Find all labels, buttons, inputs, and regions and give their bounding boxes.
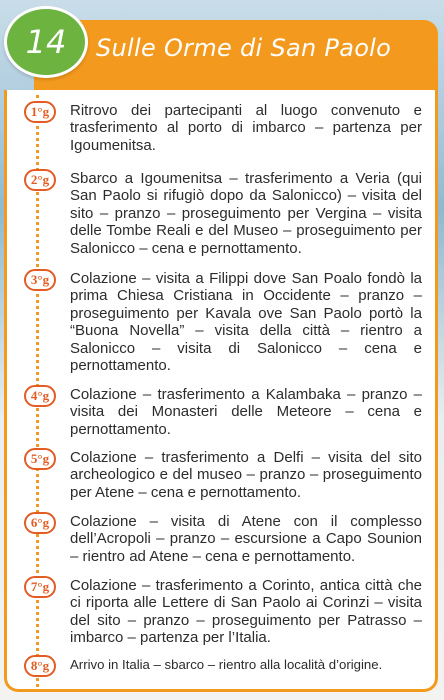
page-title: Sulle Orme di San Paolo	[96, 34, 392, 62]
number-badge	[4, 6, 88, 78]
badge-number: 14	[25, 23, 67, 61]
day-1-marker: 1°g	[24, 101, 56, 123]
day-2-marker: 2°g	[24, 169, 56, 191]
day-6-marker: 6°g	[24, 512, 56, 534]
day-8-marker: 8°g	[24, 655, 56, 677]
day-5-marker: 5°g	[24, 448, 56, 470]
day-4-marker: 4°g	[24, 385, 56, 407]
day-8-text: Arrivo in Italia – sbarco – rientro alla località d’origine.	[70, 657, 383, 672]
day-7-marker: 7°g	[24, 576, 56, 598]
day-6-text: Colazione – visita di Atene con il complesso dell’Acropoli – pranzo – escursione a Capo Sounion – rientro ad Atene – cena e pernottamento.	[70, 513, 422, 565]
day-7-text: Colazione – trasferimento a Corinto, antica città che ci riporta alle Lettere di San Paolo ai Corinzi – visita del sito – pranzo – proseguimento per Patrasso – imbarco – partenza per l’Italia.	[70, 577, 422, 647]
day-1-text: Ritrovo dei partecipanti al luogo convenuto e trasferimento al porto di imbarco – partenza per Igoumenitsa.	[70, 102, 422, 154]
day-2-text: Sbarco a Igoumenitsa – trasferimento a Veria (qui San Paolo si rifugiò dopo da Salonicco) – visita del sito – pranzo – proseguimento per Vergina – visita delle Tombe Reali e del Museo – proseguimento per Salonicco – cena e pernottamento.	[70, 170, 422, 257]
day-3-marker: 3°g	[24, 269, 56, 291]
day-5-text: Colazione – trasferimento a Delfi – visita del sito archeologico e del museo – pranzo – proseguimento per Atene – cena e pernottamento.	[70, 449, 422, 501]
day-3-text: Colazione – visita a Filippi dove San Poalo fondò la prima Chiesa Cristiana in Occidente – pranzo – proseguimento per Kavala ove San Paolo portò la “Buona Novella” – visita della città – rientro a Salonicco – visita di Salonicco – cena e pernottamento.	[70, 270, 422, 375]
day-4-text: Colazione – trasferimento a Kalambaka – pranzo – visita dei Monasteri delle Meteore – cena e pernottamento.	[70, 386, 422, 438]
